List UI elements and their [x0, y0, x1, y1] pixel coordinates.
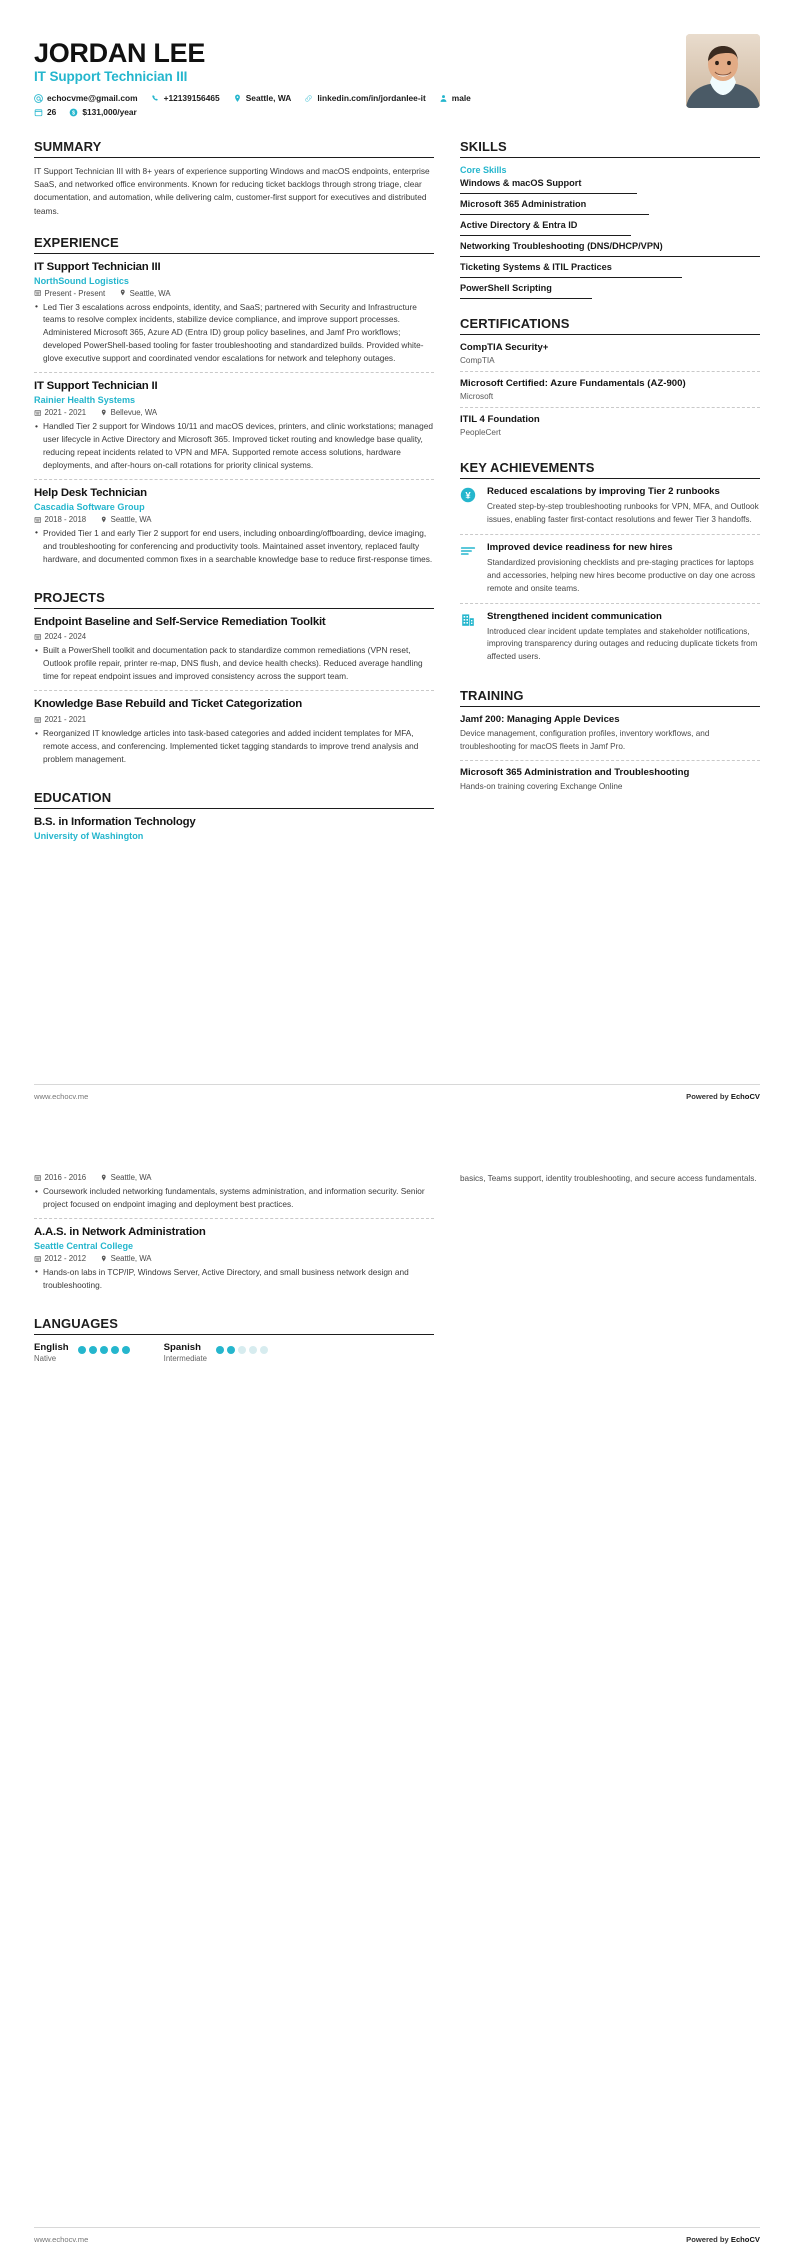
footer-website[interactable]: www.echocv.me	[34, 2235, 89, 2244]
certifications-heading: CERTIFICATIONS	[460, 316, 760, 335]
resume-page-2	[0, 1143, 794, 2266]
contact-location	[233, 93, 292, 103]
contact-location-text: Seattle, WA	[245, 93, 292, 104]
certification-name: ITIL 4 Foundation	[460, 414, 540, 426]
rating-dot	[111, 1346, 119, 1354]
achievement-item	[460, 611, 760, 672]
email-icon	[34, 94, 43, 103]
education-degree: A.A.S. in Network Administration	[34, 1225, 206, 1238]
page-title: JORDAN LEE	[34, 38, 206, 68]
section-education-continued	[34, 1173, 434, 1299]
languages-heading: LANGUAGES	[34, 1316, 434, 1335]
footer-powered-by	[686, 2235, 760, 2244]
footer-powered-prefix: Powered by	[686, 1092, 731, 1101]
languages-list	[34, 1342, 434, 1363]
contact-salary	[69, 107, 137, 117]
footer-powered-by	[686, 1092, 760, 1101]
person-icon	[439, 94, 448, 103]
language-level: Intermediate	[163, 1353, 207, 1363]
education-school: Seattle Central College	[34, 1240, 134, 1251]
training-item	[460, 767, 760, 800]
left-column-continued	[34, 1173, 434, 1380]
skill-label: Windows & macOS Support	[460, 178, 582, 189]
calendar-icon	[34, 1255, 42, 1263]
project-name: Knowledge Base Rebuild and Ticket Categorization	[34, 698, 303, 711]
rating-dot	[227, 1346, 235, 1354]
entry-bullets	[34, 527, 434, 566]
skill-bar	[460, 193, 637, 194]
entry-role: Help Desk Technician	[34, 486, 147, 499]
entry-dates-text: 2021 - 2021	[44, 408, 87, 418]
language-item	[34, 1342, 130, 1363]
project-dates-text: 2024 - 2024	[44, 632, 87, 642]
education-entry	[34, 816, 434, 841]
certification-name: CompTIA Security+	[460, 341, 549, 353]
skill-item	[460, 220, 760, 236]
education-dates-text: 2012 - 2012	[44, 1253, 87, 1263]
entry-location-text: Bellevue, WA	[110, 408, 158, 418]
contact-linkedin-text: linkedin.com/in/jordanlee-it	[317, 93, 426, 104]
calendar-icon	[34, 516, 42, 524]
section-summary	[34, 139, 434, 217]
project-dates	[34, 715, 86, 724]
calendar-icon	[34, 409, 42, 417]
list-item: • Led Tier 3 escalations across endpoints, identity, and SaaS; partnered with Security and Infrastructure teams to resolve complex incidents, stabilize device compliance, and improve support processes. Administered Microsoft 365, Azure AD (Entra ID) group policy baselines, and Jamf Pro workflows; developed PowerShell-based tooling for faster troubleshooting and standardized builds. Provided white-glove executive support and coordinated vendor escalations for network and telephony outages.	[34, 301, 434, 366]
achievement-title: Strengthened incident communication	[487, 610, 662, 622]
right-column	[460, 139, 760, 816]
header-text-block	[34, 34, 686, 117]
projects-heading: PROJECTS	[34, 590, 434, 609]
job-title: IT Support Technician III	[34, 69, 188, 85]
achievements-heading: KEY ACHIEVEMENTS	[460, 460, 760, 479]
yen-coin-icon	[460, 486, 478, 527]
location-pin-icon	[100, 1174, 108, 1182]
entry-location-text: Seattle, WA	[110, 514, 152, 524]
project-meta	[34, 632, 434, 641]
entry-dates	[34, 289, 105, 298]
project-dates	[34, 632, 86, 641]
education-meta	[34, 1254, 434, 1263]
project-name: Endpoint Baseline and Self-Service Remediation Toolkit	[34, 615, 326, 628]
summary-heading: SUMMARY	[34, 139, 434, 158]
education-location	[100, 1173, 151, 1182]
contact-age	[34, 107, 56, 117]
skill-item	[460, 178, 760, 194]
contact-phone-text: +12139156465	[163, 93, 220, 104]
education-meta	[34, 1173, 434, 1182]
training-desc: Device management, configuration profiles, inventory workflows, and troubleshooting for macOS fleets in Jamf Pro.	[460, 729, 710, 751]
contact-list	[34, 93, 484, 117]
entry-meta	[34, 408, 434, 417]
list-item: • Provided Tier 1 and early Tier 2 support for end users, including onboarding/offboarding, device imaging, and troubleshooting for conferencing and productivity tools. Maintained asset inventory, replaced faulty hardware, and documented common fixes in a searchable knowledge base to reduce first-response times.	[34, 527, 434, 566]
footer-website[interactable]: www.echocv.me	[34, 1092, 89, 1101]
left-column	[34, 139, 434, 858]
education-heading: EDUCATION	[34, 790, 434, 809]
education-dates-text: 2016 - 2016	[44, 1173, 87, 1182]
project-dates-text: 2021 - 2021	[44, 715, 87, 725]
resume-header	[34, 34, 760, 117]
education-entry	[34, 1173, 434, 1219]
skill-label: Active Directory & Entra ID	[460, 220, 578, 231]
education-location-text: Seattle, WA	[110, 1253, 152, 1263]
skill-label: Networking Troubleshooting (DNS/DHCP/VPN)	[460, 241, 663, 252]
education-dates	[34, 1254, 86, 1263]
calendar-icon	[34, 633, 42, 641]
rating-dot	[238, 1346, 246, 1354]
entry-meta	[34, 289, 434, 298]
list-item: • Coursework included networking fundamentals, systems administration, and information security. Senior project focused on endpoint imaging and deployment best practices.	[34, 1185, 434, 1211]
avatar	[686, 34, 760, 108]
resume-body	[34, 139, 760, 858]
phone-icon	[151, 94, 160, 103]
rating-dot	[249, 1346, 257, 1354]
project-bullets	[34, 644, 434, 683]
language-name: Spanish	[163, 1341, 201, 1353]
education-school: University of Washington	[34, 830, 144, 841]
section-achievements	[460, 460, 760, 671]
language-name: English	[34, 1341, 69, 1353]
calendar-icon	[34, 716, 42, 724]
skill-label: PowerShell Scripting	[460, 283, 552, 293]
location-pin-icon	[100, 409, 108, 417]
calendar-icon	[34, 108, 43, 117]
contact-phone[interactable]	[151, 93, 220, 103]
achievement-desc: Standardized provisioning checklists and pre-staging practices for laptops and accessories, helping new hires become productive on day one across remote and onsite teams.	[487, 558, 756, 593]
entry-dates-text: Present - Present	[44, 288, 106, 298]
skill-bar	[460, 235, 631, 236]
achievement-title: Improved device readiness for new hires	[487, 541, 673, 553]
language-rating	[216, 1342, 268, 1354]
skill-bar	[460, 214, 649, 215]
footer-powered-prefix: Powered by	[686, 2235, 731, 2244]
language-item	[164, 1342, 268, 1363]
education-dates	[34, 1173, 86, 1182]
profile-photo-illustration	[686, 34, 760, 108]
skill-label: Microsoft 365 Administration	[460, 199, 587, 210]
footer-brand: EchoCV	[730, 2235, 760, 2244]
contact-linkedin[interactable]	[304, 93, 425, 103]
entry-dates-text: 2018 - 2018	[44, 514, 87, 524]
language-rating	[78, 1342, 130, 1354]
entry-company: NorthSound Logistics	[34, 275, 129, 286]
certification-issuer: Microsoft	[460, 392, 494, 402]
skill-bar	[460, 256, 760, 257]
entry-location	[119, 289, 170, 298]
skills-group-label: Core Skills	[460, 165, 507, 176]
section-education	[34, 790, 434, 841]
experience-entry	[34, 380, 434, 480]
education-bullets	[34, 1185, 434, 1211]
link-icon	[304, 94, 313, 103]
right-column-continued	[460, 1173, 760, 1186]
svg-text:$: $	[72, 110, 76, 117]
rating-dot	[78, 1346, 86, 1354]
experience-entry	[34, 487, 434, 573]
section-skills	[460, 139, 760, 299]
svg-text:¥: ¥	[465, 490, 471, 502]
location-pin-icon	[100, 516, 108, 524]
page-gap	[0, 1123, 794, 1143]
experience-entry	[34, 261, 434, 374]
entry-meta	[34, 515, 434, 524]
list-item: • Handled Tier 2 support for Windows 10/11 and macOS devices, printers, and clinic workstations; managed user lifecycle in Active Directory and Microsoft 365. Improved ticket routing and knowledge base quality, reducing repeat incidents related to VPN and MFA. Supported remote access solutions, hardware deployments, and after-hours on-call rotations for priority clinical systems.	[34, 420, 434, 472]
skills-heading: SKILLS	[460, 139, 760, 158]
skill-item	[460, 199, 760, 215]
achievement-item	[460, 542, 760, 604]
certification-item	[460, 378, 760, 408]
rating-dot	[100, 1346, 108, 1354]
certification-item	[460, 342, 760, 372]
project-entry	[34, 698, 434, 773]
location-pin-icon	[119, 289, 127, 297]
page-footer	[34, 1084, 760, 1101]
entry-bullets	[34, 301, 434, 366]
list-item: • Hands-on labs in TCP/IP, Windows Server, Active Directory, and small business network design and troubleshooting.	[34, 1266, 434, 1292]
skill-bar	[460, 277, 682, 278]
language-level: Native	[34, 1353, 57, 1363]
training-heading: TRAINING	[460, 688, 760, 707]
resume-body-continued	[34, 1173, 760, 1380]
training-name: Microsoft 365 Administration and Troubleshooting	[460, 766, 690, 778]
footer-brand: EchoCV	[730, 1092, 760, 1101]
summary-text: IT Support Technician III with 8+ years of experience supporting Windows and macOS endpoints, enterprise SaaS, and networked office environments. Known for reducing ticket backlogs through strong triage, clear documentation, and automation, while delivering calm, customer-first support for executives and distributed teams.	[34, 166, 430, 216]
section-projects	[34, 590, 434, 773]
education-degree: B.S. in Information Technology	[34, 816, 196, 829]
education-location-text: Seattle, WA	[110, 1173, 152, 1182]
rating-dot	[260, 1346, 268, 1354]
experience-heading: EXPERIENCE	[34, 235, 434, 254]
skill-label: Ticketing Systems & ITIL Practices	[460, 262, 612, 273]
calendar-icon	[34, 289, 42, 297]
section-languages	[34, 1316, 434, 1363]
achievement-desc: Introduced clear incident update templates and stakeholder notifications, improving transparency during outages and reducing duplicate tickets from affected users.	[487, 626, 758, 662]
section-experience	[34, 235, 434, 573]
rating-dot	[122, 1346, 130, 1354]
skill-bar	[460, 298, 592, 299]
rating-dot	[89, 1346, 97, 1354]
entry-company: Rainier Health Systems	[34, 395, 136, 406]
achievement-desc: Created step-by-step troubleshooting runbooks for VPN, MFA, and Outlook issues, enabling faster first-contact resolutions and fewer Tier 3 handoffs.	[487, 502, 759, 525]
entry-location	[100, 515, 151, 524]
location-pin-icon	[100, 1255, 108, 1263]
project-entry	[34, 616, 434, 692]
project-bullets	[34, 727, 434, 766]
contact-email[interactable]	[34, 93, 138, 103]
contact-gender	[439, 93, 471, 103]
entry-bullets	[34, 420, 434, 472]
list-item: • Built a PowerShell toolkit and documentation pack to standardize common remediations (VPN reset, Outlook profile repair, printer re-map, DNS flush, and device health checks). Reduced average handling time for repeat endpoint issues and improved consistency across the support team.	[34, 644, 434, 683]
page-footer	[34, 2227, 760, 2244]
entry-dates	[34, 408, 86, 417]
entry-company: Cascadia Software Group	[34, 501, 145, 512]
contact-gender-text: male	[451, 93, 471, 104]
skill-item	[460, 241, 760, 257]
skill-item	[460, 262, 760, 278]
achievement-title: Reduced escalations by improving Tier 2 runbooks	[487, 486, 720, 498]
contact-email-text: echocvme@gmail.com	[47, 93, 138, 104]
section-certifications	[460, 316, 760, 443]
education-bullets	[34, 1266, 434, 1292]
certification-issuer: CompTIA	[460, 356, 495, 366]
resume-page-1	[0, 0, 794, 1123]
training-name: Jamf 200: Managing Apple Devices	[460, 714, 620, 726]
certification-item	[460, 414, 760, 443]
training-desc-partial: Hands-on training covering Exchange Online	[460, 781, 623, 791]
entry-role: IT Support Technician II	[34, 380, 158, 393]
training-item	[460, 714, 760, 760]
project-meta	[34, 715, 434, 724]
entry-location	[100, 408, 157, 417]
building-icon	[460, 611, 478, 665]
certification-name: Microsoft Certified: Azure Fundamentals (AZ-900)	[460, 378, 686, 390]
certification-issuer: PeopleCert	[460, 428, 501, 438]
rating-dot	[216, 1346, 224, 1354]
list-lines-icon	[460, 542, 478, 596]
achievement-item	[460, 486, 760, 535]
skill-item	[460, 283, 760, 299]
calendar-icon	[34, 1174, 42, 1182]
education-entry	[34, 1226, 434, 1299]
education-location	[100, 1254, 151, 1263]
training-desc-continued: basics, Teams support, identity troubleshooting, and secure access fundamentals.	[460, 1174, 757, 1183]
section-training	[460, 688, 760, 799]
entry-dates	[34, 515, 86, 524]
contact-salary-text: $131,000/year	[82, 107, 137, 118]
entry-location-text: Seattle, WA	[129, 288, 171, 298]
salary-icon	[69, 108, 78, 117]
list-item: • Reorganized IT knowledge articles into task-based categories and added incident templates for MFA, remote access, and conferencing. Implemented ticket tagging standards to improve trend analysis and problem management.	[34, 727, 434, 766]
contact-age-text: 26	[47, 107, 57, 118]
entry-role: IT Support Technician III	[34, 260, 161, 273]
location-pin-icon	[233, 94, 242, 103]
